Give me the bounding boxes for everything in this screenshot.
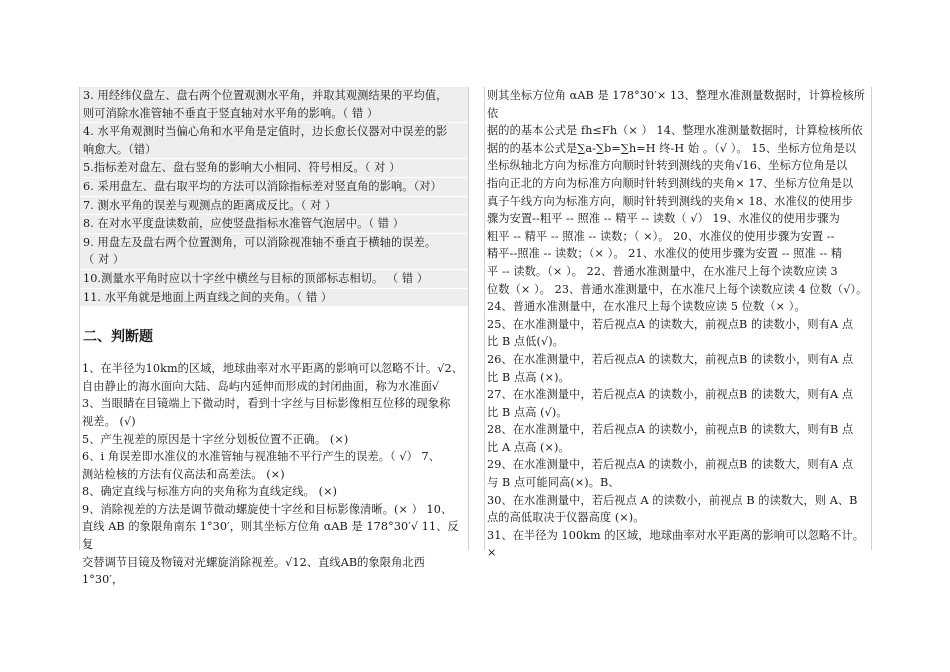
shaded-question-item [80,178,468,196]
text-line: 测站检核的方法有仪高法和高差法。 (×) [82,467,285,481]
text-line: 指向正北的方向为标准方向顺时针转到测线的夹角× 17、坐标方位角是以 [487,176,854,190]
shaded-question-list [80,87,468,306]
text-line: 30、在水准测量中，若后视点 A 的读数小，前视点 B 的读数大，则 A、B [487,493,858,507]
true-false-question-list-continued [485,87,871,562]
text-line: 自由静止的海水面向大陆、岛屿内延伸而形成的封闭曲面，称为水准面√ [82,379,440,393]
text-line: 据的的基本公式是∑a-∑b=∑h=H 终-H 始 。（√ ）。 15、坐标方位角是以 [487,141,857,155]
question-line: 6. 采用盘左、盘右取平均的方法可以消除指标差对竖直角的影响。（对） [80,178,468,196]
text-line: 视差。 (√) [82,414,136,428]
question-line: 4. 水平角观测时当偏心角和水平角是定值时，边长愈长仪器对中误差的影 [80,123,468,141]
text-line: 位数（× ）。 23、普通水准测量中，在水准尺上每个读数应读 4 位数（√）。 [487,282,868,296]
question-line: 11. 水平角就是地面上两直线之间的夹角。（ 错 ） [80,289,468,307]
text-line: 27、在水准测量中，若后视点A 的读数小，前视点B 的读数大，则有A 点 [487,388,854,402]
text-line: 交替调节目镜及物镜对光螺旋消除视差。√12、直线AB的象限角北西1°30′， [82,555,425,587]
text-line: 据的的基本公式是 fh≤Fh（× ） 14、整理水准测量数据时，计算检核所依 [487,124,863,138]
question-line: 3. 用经纬仪盘左、盘右两个位置观测水平角，并取其观测结果的平均值， [80,87,468,105]
text-line: 9、消除视差的方法是调节微动螺旋使十字丝和目标影像清晰。(× ） 10、 [82,502,453,516]
text-line: 比 B 点低(√)。 [487,335,564,349]
section-title: 二、判断题 [83,329,153,346]
text-line: 3、当眼睛在目镜端上下微动时，看到十字丝与目标影像相互位移的现象称 [82,397,451,411]
text-line: 直线 AB 的象限角南东 1°30′，则其坐标方位角 αAB 是 178°30′√ 11、反复 [82,520,459,552]
question-line: 10.测量水平角时应以十字丝中横丝与目标的顶部标志相切。 （ 错 ） [80,270,468,288]
text-line: 26、在水准测量中，若后视点A 的读数大，前视点B 的读数小，则有A 点 [487,352,854,366]
question-line: 响愈大。（错） [80,141,468,159]
question-line: 7. 测水平角的误差与观测点的距离成反比。（ 对 ） [80,197,468,215]
text-line: 比 B 点高 (√)。 [487,405,568,419]
text-line: 坐标纵轴北方向为标准方向顺时针转到测线的夹角√16、坐标方位角是以 [487,159,848,173]
shaded-question-item [80,159,468,177]
question-line: （ 对 ） [80,251,468,269]
shaded-question-item [80,87,468,122]
text-line: 粗平 -- 精平 -- 照准 -- 读数；（ ×）。 20、水准仪的使用步骤为安置 -- [487,229,835,243]
text-line: 精平--照准 -- 读数；（× ）。 21、水准仪的使用步骤为安置 -- 照准 -- 精 [487,247,843,261]
text-line: 真子午线方向为标准方向，顺时针转到测线的夹角× 18、水准仪的使用步 [487,194,854,208]
shaded-question-item [80,289,468,307]
right-column [484,87,872,560]
text-line: 比 A 点高 (×)。 [487,440,570,454]
shaded-question-item [80,270,468,288]
question-line: 8. 在对水平度盘读数前，应使竖盘指标水准管气泡居中。（ 错 ） [80,215,468,233]
text-line: 24、普通水准测量中，在水准尺上每个读数应读 5 位数（× ）。 [487,300,806,314]
text-line: 1、在半径为10km的区域，地球曲率对水平距离的影响可以忽略不计。√2、 [82,362,464,376]
text-line: 则其坐标方位角 αAB 是 178°30′× 13、整理水准测量数据时，计算检核所依 [487,89,866,120]
left-column [79,87,469,587]
true-false-question-list [80,360,468,589]
text-line: 比 B 点高 (×)。 [487,370,570,384]
text-line: 29、在水准测量中，若后视点A 的读数小，前视点B 的读数大，则有A 点 [487,458,854,472]
shaded-question-item [80,234,468,269]
text-line: 5、产生视差的原因是十字丝分划板位置不正确。 (×) [82,432,349,446]
shaded-question-item [80,197,468,215]
text-line: × [487,546,497,560]
text-line: 与 B 点可能同高(×)。B、 [487,476,620,490]
text-line: 28、在水准测量中，若后视点A 的读数小，前视点B 的读数大，则有B 点 [487,423,854,437]
text-line: 平 -- 读数。（× ）。 22、普通水准测量中，在水准尺上每个读数应读 3 [487,264,838,278]
question-line: 9. 用盘左及盘右两个位置测角，可以消除视准轴不垂直于横轴的误差。 [80,234,468,252]
question-line: 则可消除水准管轴不垂直于竖直轴对水平角的影响。（ 错 ） [80,105,468,123]
text-line: 8、确定直线与标准方向的夹角称为直线定线。 (×) [82,485,338,499]
shaded-question-item [80,123,468,158]
text-line: 25、在水准测量中，若后视点A 的读数大，前视点B 的读数小，则有A 点 [487,317,854,331]
question-line: 5.指标差对盘左、盘右竖角的影响大小相同、符号相反。（ 对 ） [80,159,468,177]
text-line: 31、在半径为 100km 的区域，地球曲率对水平距离的影响可以忽略不计。 [487,528,865,542]
shaded-question-item [80,215,468,233]
text-line: 骤为安置--粗平 -- 照准 -- 精平 -- 读数（ √） 19、水准仪的使用步骤为 [487,212,840,226]
text-line: 点的高低取决于仪器高度 (×)。 [487,511,645,525]
text-line: 6、i 角误差即水准仪的水准管轴与视准轴不平行产生的误差。（ √） 7、 [82,450,441,464]
